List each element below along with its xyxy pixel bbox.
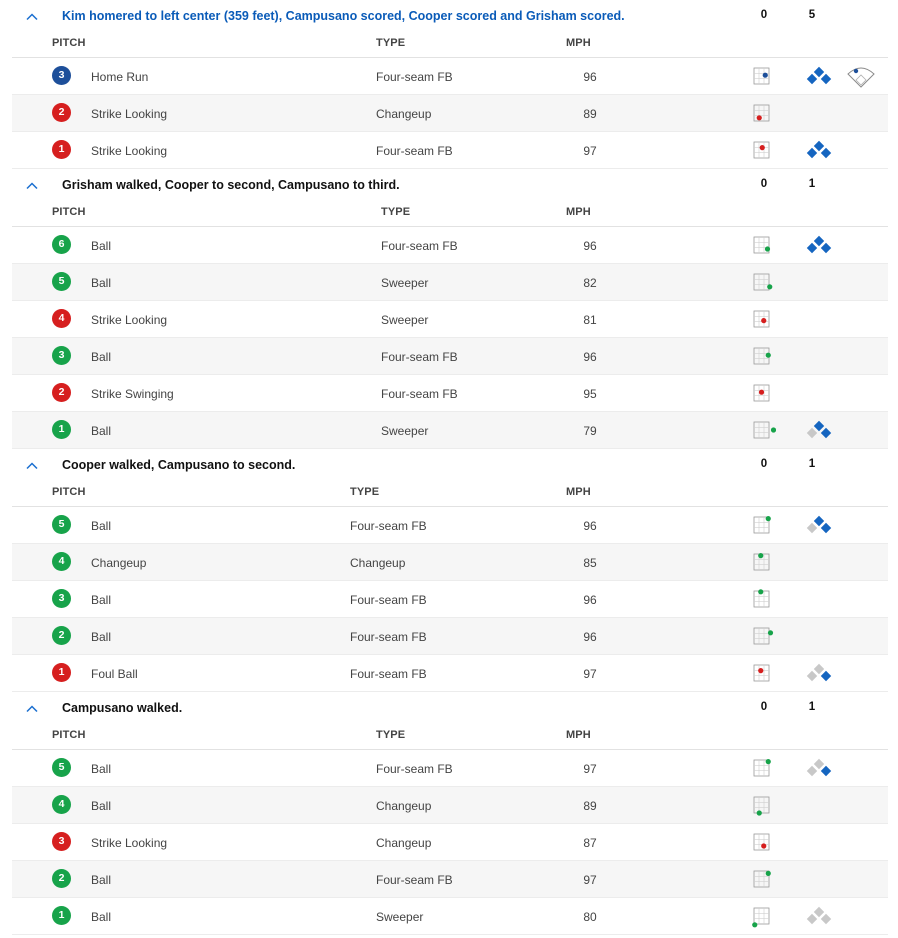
strike-zone-icon bbox=[750, 308, 776, 332]
strike-zone-icon bbox=[750, 831, 776, 855]
pitch-speed: 96 bbox=[583, 519, 597, 533]
pitch-result: Ball bbox=[91, 910, 112, 924]
play-description: Kim homered to left center (359 feet), Campusano scored, Cooper scored and Grisham scored. bbox=[62, 9, 625, 23]
pitch-type: Four-seam FB bbox=[376, 70, 453, 84]
pitch-result: Strike Looking bbox=[91, 313, 168, 327]
strike-zone-icon bbox=[750, 514, 776, 538]
base-runners-icon bbox=[803, 663, 835, 685]
pitch-location-dot bbox=[757, 810, 762, 815]
base-runners-icon bbox=[803, 515, 835, 537]
column-header-pitch: PITCH bbox=[52, 729, 86, 741]
column-header-mph: MPH bbox=[566, 486, 591, 498]
strike-zone-icon bbox=[750, 868, 776, 892]
pitch-row[interactable] bbox=[12, 412, 888, 449]
play-header bbox=[0, 0, 898, 34]
pitch-row[interactable] bbox=[12, 507, 888, 544]
strike-zone-icon bbox=[750, 139, 776, 163]
column-header-type: TYPE bbox=[376, 729, 406, 741]
pitch-type: Changeup bbox=[350, 556, 406, 570]
base-runners-icon bbox=[803, 420, 835, 442]
pitch-result: Ball bbox=[91, 873, 112, 887]
pitch-speed: 81 bbox=[583, 313, 597, 327]
pitch-row[interactable] bbox=[12, 58, 888, 95]
pitch-number-badge: 1 bbox=[52, 420, 71, 439]
pitch-row[interactable] bbox=[12, 750, 888, 787]
pitch-location-dot bbox=[752, 922, 757, 927]
pitch-column-headers bbox=[12, 34, 888, 58]
pitch-result: Strike Looking bbox=[91, 107, 168, 121]
pitch-result: Ball bbox=[91, 424, 112, 438]
chevron-up-icon[interactable] bbox=[24, 458, 40, 474]
pitch-row[interactable] bbox=[12, 338, 888, 375]
pitch-result: Ball bbox=[91, 799, 112, 813]
pitch-result: Ball bbox=[91, 519, 112, 533]
pitch-number-badge: 1 bbox=[52, 663, 71, 682]
pitch-location-dot bbox=[767, 284, 772, 289]
pitch-column-headers bbox=[12, 203, 888, 227]
pitch-type: Four-seam FB bbox=[381, 387, 458, 401]
pitch-type: Sweeper bbox=[381, 276, 429, 290]
play-description: Grisham walked, Cooper to second, Campusano to third. bbox=[62, 178, 400, 192]
pitch-location-dot bbox=[763, 73, 768, 78]
play-header bbox=[0, 449, 898, 483]
base-runners-icon bbox=[803, 235, 835, 257]
pitch-number-badge: 5 bbox=[52, 515, 71, 534]
play-description: Campusano walked. bbox=[62, 701, 183, 715]
pitch-result: Ball bbox=[91, 239, 112, 253]
pitch-location-dot bbox=[766, 353, 771, 358]
pitch-speed: 85 bbox=[583, 556, 597, 570]
pitch-speed: 96 bbox=[583, 239, 597, 253]
pitch-speed: 97 bbox=[583, 667, 597, 681]
play-outs: 0 bbox=[760, 458, 768, 470]
pitch-location-dot bbox=[765, 246, 770, 251]
pitch-location-dot bbox=[760, 145, 765, 150]
pitch-row[interactable] bbox=[12, 861, 888, 898]
pitch-speed: 96 bbox=[583, 70, 597, 84]
pitch-result: Ball bbox=[91, 276, 112, 290]
pitch-number-badge: 4 bbox=[52, 309, 71, 328]
strike-zone-icon bbox=[750, 757, 776, 781]
column-header-mph: MPH bbox=[566, 729, 591, 741]
pitch-type: Sweeper bbox=[376, 910, 424, 924]
pitch-speed: 80 bbox=[583, 910, 597, 924]
pitch-number-badge: 2 bbox=[52, 383, 71, 402]
pitch-result: Home Run bbox=[91, 70, 149, 84]
pitch-number-badge: 5 bbox=[52, 758, 71, 777]
pitch-row[interactable] bbox=[12, 787, 888, 824]
pitch-column-headers bbox=[12, 483, 888, 507]
play-outs: 0 bbox=[760, 701, 768, 713]
pitch-type: Changeup bbox=[376, 836, 432, 850]
pitch-speed: 89 bbox=[583, 799, 597, 813]
pitch-type: Four-seam FB bbox=[376, 144, 453, 158]
column-header-mph: MPH bbox=[566, 206, 591, 218]
column-header-pitch: PITCH bbox=[52, 486, 86, 498]
pitch-type: Sweeper bbox=[381, 313, 429, 327]
pitch-row[interactable] bbox=[12, 618, 888, 655]
pitch-location-dot bbox=[768, 630, 773, 635]
pitch-speed: 79 bbox=[583, 424, 597, 438]
pitch-speed: 96 bbox=[583, 593, 597, 607]
pitch-number-badge: 2 bbox=[52, 626, 71, 645]
pitch-number-badge: 5 bbox=[52, 272, 71, 291]
play-header bbox=[0, 692, 898, 726]
pitch-type: Four-seam FB bbox=[350, 593, 427, 607]
pitch-location-dot bbox=[758, 589, 763, 594]
play-runs: 5 bbox=[808, 9, 816, 21]
pitch-number-badge: 2 bbox=[52, 103, 71, 122]
strike-zone-icon bbox=[750, 419, 776, 443]
pitch-number-badge: 3 bbox=[52, 66, 71, 85]
pitch-type: Sweeper bbox=[381, 424, 429, 438]
pitch-result: Ball bbox=[91, 630, 112, 644]
column-header-pitch: PITCH bbox=[52, 206, 86, 218]
pitch-result: Ball bbox=[91, 350, 112, 364]
play-outs: 0 bbox=[760, 9, 768, 21]
column-header-mph: MPH bbox=[566, 37, 591, 49]
strike-zone-icon bbox=[750, 625, 776, 649]
pitch-row[interactable] bbox=[12, 898, 888, 935]
strike-zone-icon bbox=[750, 234, 776, 258]
strike-zone-icon bbox=[750, 588, 776, 612]
pitch-location-dot bbox=[766, 871, 771, 876]
pitch-type: Four-seam FB bbox=[350, 667, 427, 681]
pitch-type: Four-seam FB bbox=[381, 239, 458, 253]
pitch-result: Foul Ball bbox=[91, 667, 138, 681]
pitch-speed: 97 bbox=[583, 762, 597, 776]
pitch-number-badge: 4 bbox=[52, 552, 71, 571]
chevron-up-icon[interactable] bbox=[24, 9, 40, 25]
pitch-type: Four-seam FB bbox=[376, 873, 453, 887]
pitch-result: Ball bbox=[91, 762, 112, 776]
pitch-number-badge: 3 bbox=[52, 346, 71, 365]
pitch-location-dot bbox=[758, 668, 763, 673]
column-header-type: TYPE bbox=[350, 486, 380, 498]
pitch-location-dot bbox=[761, 318, 766, 323]
pitch-location-dot bbox=[766, 516, 771, 521]
pitch-speed: 97 bbox=[583, 144, 597, 158]
pitch-number-badge: 3 bbox=[52, 589, 71, 608]
pitch-result: Strike Looking bbox=[91, 836, 168, 850]
pitch-row[interactable] bbox=[12, 544, 888, 581]
pitch-row[interactable] bbox=[12, 227, 888, 264]
pitch-speed: 96 bbox=[583, 630, 597, 644]
pitch-speed: 96 bbox=[583, 350, 597, 364]
base-runners-icon bbox=[803, 66, 835, 88]
pitch-number-badge: 6 bbox=[52, 235, 71, 254]
pitch-row[interactable] bbox=[12, 264, 888, 301]
pitch-number-badge: 2 bbox=[52, 869, 71, 888]
pitch-location-dot bbox=[758, 553, 763, 558]
pitch-result: Changeup bbox=[91, 556, 147, 570]
pitch-result: Ball bbox=[91, 593, 112, 607]
pitch-result: Strike Swinging bbox=[91, 387, 174, 401]
pitch-speed: 95 bbox=[583, 387, 597, 401]
pitch-row[interactable] bbox=[12, 301, 888, 338]
pitch-number-badge: 1 bbox=[52, 906, 71, 925]
play-runs: 1 bbox=[808, 178, 816, 190]
column-header-type: TYPE bbox=[381, 206, 411, 218]
strike-zone-icon bbox=[750, 271, 776, 295]
pitch-type: Four-seam FB bbox=[376, 762, 453, 776]
chevron-up-icon[interactable] bbox=[24, 178, 40, 194]
strike-zone-icon bbox=[750, 382, 776, 406]
baseball-field-icon[interactable] bbox=[845, 63, 877, 89]
column-header-type: TYPE bbox=[376, 37, 406, 49]
play-runs: 1 bbox=[808, 458, 816, 470]
base-runners-icon bbox=[803, 140, 835, 162]
pitch-row[interactable] bbox=[12, 581, 888, 618]
pitch-result: Strike Looking bbox=[91, 144, 168, 158]
pitch-row[interactable] bbox=[12, 824, 888, 861]
play-runs: 1 bbox=[808, 701, 816, 713]
strike-zone-icon bbox=[750, 905, 776, 929]
pitch-number-badge: 1 bbox=[52, 140, 71, 159]
pitch-speed: 97 bbox=[583, 873, 597, 887]
column-header-pitch: PITCH bbox=[52, 37, 86, 49]
base-runners-icon bbox=[803, 906, 835, 928]
pitch-column-headers bbox=[12, 726, 888, 750]
strike-zone-icon bbox=[750, 794, 776, 818]
strike-zone-icon bbox=[750, 65, 776, 89]
pitch-type: Four-seam FB bbox=[350, 630, 427, 644]
pitch-speed: 89 bbox=[583, 107, 597, 121]
pitch-speed: 87 bbox=[583, 836, 597, 850]
pitch-row[interactable] bbox=[12, 95, 888, 132]
strike-zone-icon bbox=[750, 551, 776, 575]
pitch-location-dot bbox=[766, 759, 771, 764]
pitch-location-dot bbox=[757, 115, 762, 120]
pitch-type: Four-seam FB bbox=[381, 350, 458, 364]
pitch-location-dot bbox=[759, 390, 764, 395]
chevron-up-icon[interactable] bbox=[24, 701, 40, 717]
pitch-row[interactable] bbox=[12, 655, 888, 692]
pitch-location-dot bbox=[771, 427, 776, 432]
play-outs: 0 bbox=[760, 178, 768, 190]
pitch-number-badge: 4 bbox=[52, 795, 71, 814]
base-runners-icon bbox=[803, 758, 835, 780]
pitch-type: Four-seam FB bbox=[350, 519, 427, 533]
pitch-row[interactable] bbox=[12, 375, 888, 412]
play-description: Cooper walked, Campusano to second. bbox=[62, 458, 296, 472]
pitch-number-badge: 3 bbox=[52, 832, 71, 851]
pitch-speed: 82 bbox=[583, 276, 597, 290]
strike-zone-icon bbox=[750, 102, 776, 126]
strike-zone-icon bbox=[750, 345, 776, 369]
pitch-type: Changeup bbox=[376, 799, 432, 813]
pitch-location-dot bbox=[761, 843, 766, 848]
pitch-type: Changeup bbox=[376, 107, 432, 121]
play-header bbox=[0, 169, 898, 203]
pitch-row[interactable] bbox=[12, 132, 888, 169]
strike-zone-icon bbox=[750, 662, 776, 686]
